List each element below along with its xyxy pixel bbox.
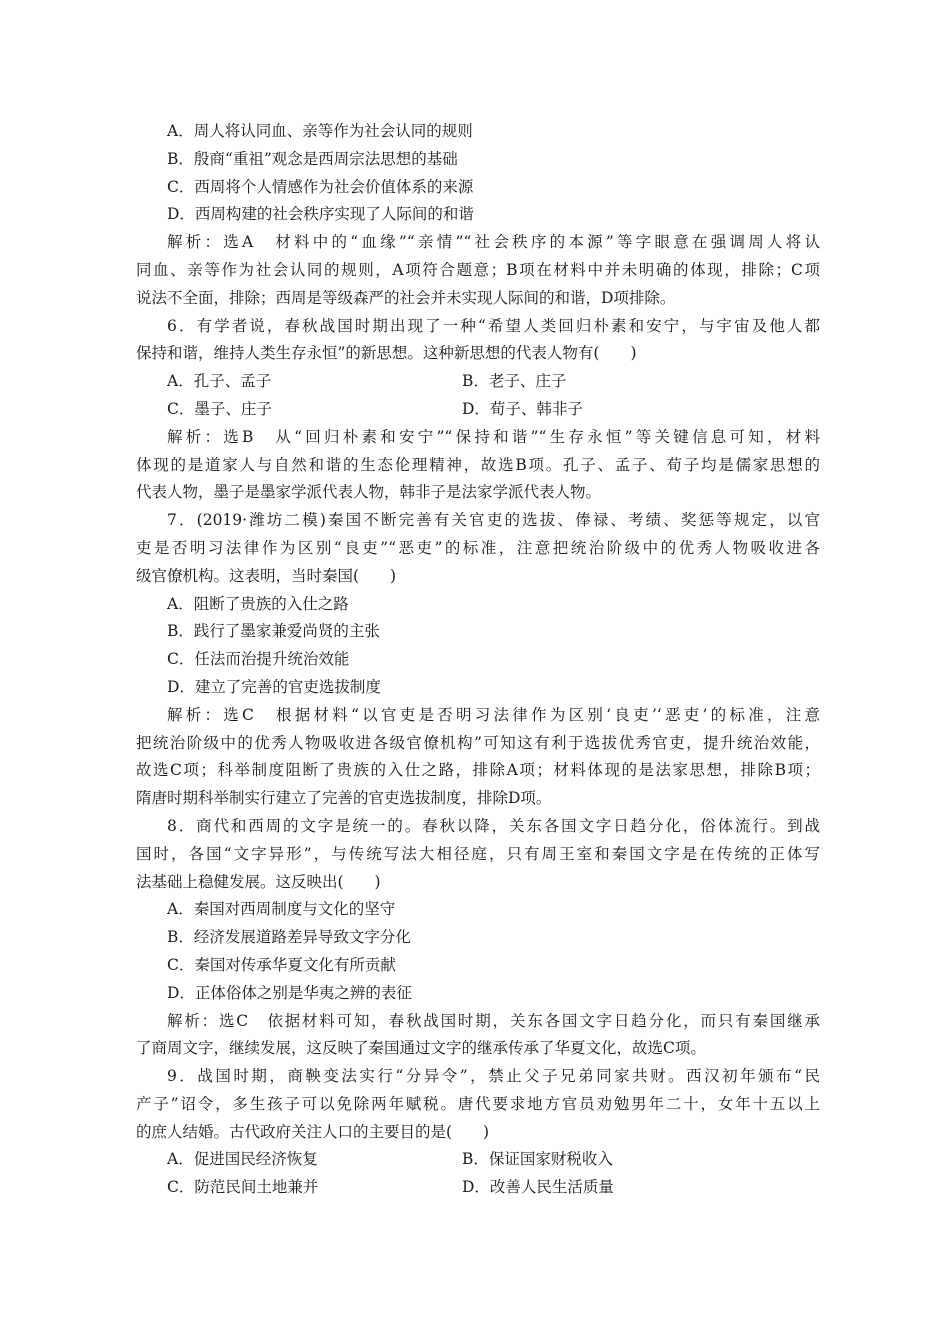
q5-analysis-line: 同血、亲等作为社会认同的规则，A项符合题意；B项在材料中并未明确的体现，排除；C项: [136, 260, 820, 279]
q7-option-d: D．建立了完善的官吏选拔制度: [167, 677, 381, 696]
question-8: [136, 813, 820, 1063]
q8-option-b: B．经济发展道路差异导致文字分化: [167, 928, 411, 947]
question-9: [136, 1063, 820, 1202]
q7-option-c: C．任法而治提升统治效能: [167, 650, 350, 669]
q8-option-a: A．秦国对西周制度与文化的坚守: [167, 900, 396, 919]
q9-option-c: C．防范民间土地兼并: [167, 1178, 319, 1197]
q8-analysis-line: 了商周文字，继续发展，这反映了秦国通过文字的继承传承了华夏文化，故选C项。: [136, 1039, 706, 1058]
q9-stem-line: 的庶人结婚。古代政府关注人口的主要目的是( ): [136, 1122, 490, 1141]
q6-option-a: A．孔子、孟子: [167, 372, 272, 391]
q5-analysis-line: 解析：选A 材料中的“血缘”“亲情”“社会秩序的本源”等字眼意在强调周人将认: [167, 233, 820, 252]
question-5: [136, 118, 820, 313]
q5-option-b: B．殷商“重祖”观念是西周宗法思想的基础: [167, 149, 458, 168]
q6-stem-line: 6．有学者说，春秋战国时期出现了一种“希望人类回归朴素和安宁，与宇宙及他人都: [167, 316, 820, 335]
q6-option-d: D．荀子、韩非子: [462, 399, 583, 418]
q6-option-b: B．老子、庄子: [462, 372, 567, 391]
q6-options-row: [136, 396, 820, 424]
q7-analysis-line: 隋唐时期科举制实行建立了完善的官吏选拔制度，排除D项。: [136, 789, 552, 808]
q9-stem-line: 产子”诏令，多生孩子可以免除两年赋税。唐代要求地方官员劝勉男年二十，女年十五以上: [136, 1094, 820, 1113]
q9-option-d: D．改善人民生活质量: [462, 1178, 614, 1197]
q8-stem-line: 法基础上稳健发展。这反映出( ): [136, 872, 381, 891]
q7-analysis-line: 解析：选C 根据材料“以官吏是否明习法律作为区别‘良吏’‘恶吏’的标准，注意: [167, 705, 820, 724]
q6-analysis-line: 代表人物，墨子是墨家学派代表人物，韩非子是法家学派代表人物。: [136, 483, 602, 502]
q8-option-d: D．正体俗体之别是华夷之辨的表征: [167, 983, 412, 1002]
question-7: [136, 507, 820, 813]
q7-stem-line: 吏是否明习法律作为区别“良吏”“恶吏”的标准，注意把统治阶级中的优秀人物吸收进各: [136, 538, 820, 557]
q5-option-c: C．西周将个人情感作为社会价值体系的来源: [167, 177, 474, 196]
q9-options-row: [136, 1174, 820, 1202]
q7-option-b: B．践行了墨家兼爱尚贤的主张: [167, 622, 380, 641]
q9-stem-line: 9．战国时期，商鞅变法实行“分异令”，禁止父子兄弟同家共财。西汉初年颁布“民: [167, 1067, 820, 1086]
q9-option-a: A．促进国民经济恢复: [167, 1150, 318, 1169]
question-6: [136, 313, 820, 508]
q6-analysis-line: 解析：选B 从“回归朴素和安宁”“保持和谐”“生存永恒”等关键信息可知，材料: [167, 427, 820, 446]
q7-stem-line: 级官僚机构。这表明，当时秦国( ): [136, 566, 397, 585]
q8-stem-line: 8．商代和西周的文字是统一的。春秋以降，关东各国文字日趋分化，俗体流行。到战: [167, 816, 820, 835]
q7-analysis-line: 把统治阶级中的优秀人物吸收进各级官僚机构”可知这有利于选拔优秀官吏，提升统治效能，: [136, 733, 820, 752]
q5-analysis-line: 说法不全面，排除；西周是等级森严的社会并未实现人际间的和谐，D项排除。: [136, 288, 676, 307]
q7-analysis-line: 故选C项；科举制度阻断了贵族的入仕之路，排除A项；材料体现的是法家思想，排除B项；: [136, 761, 820, 780]
q5-option-a: A．周人将认同血、亲等作为社会认同的规则: [167, 122, 473, 140]
q8-option-c: C．秦国对传承华夏文化有所贡献: [167, 955, 396, 974]
q9-option-b: B．保证国家财税收入: [462, 1150, 613, 1169]
q8-stem-line: 国时，各国“文字异形”，与传统写法大相径庭，只有周王室和秦国文字是在传统的正体写: [136, 844, 820, 863]
q6-option-c: C．墨子、庄子: [167, 399, 272, 418]
q7-stem-line: 7．(2019·潍坊二模)秦国不断完善有关官吏的选拔、俸禄、考绩、奖惩等规定，以官: [167, 511, 820, 530]
q6-options-row: [136, 368, 820, 396]
q7-option-a: A．阻断了贵族的入仕之路: [167, 594, 349, 613]
q5-option-d: D．西周构建的社会秩序实现了人际间的和谐: [167, 205, 474, 224]
q9-options-row: [136, 1146, 820, 1174]
q8-analysis-line: 解析：选C 依据材料可知，春秋战国时期，关东各国文字日趋分化，而只有秦国继承: [167, 1011, 820, 1030]
document-content: [136, 118, 820, 1202]
q6-stem-line: 保持和谐，维持人类生存永恒”的新思想。这种新思想的代表人物有( ): [136, 344, 637, 363]
q6-analysis-line: 体现的是道家人与自然和谐的生态伦理精神，故选B项。孔子、孟子、荀子均是儒家思想的: [136, 455, 820, 474]
